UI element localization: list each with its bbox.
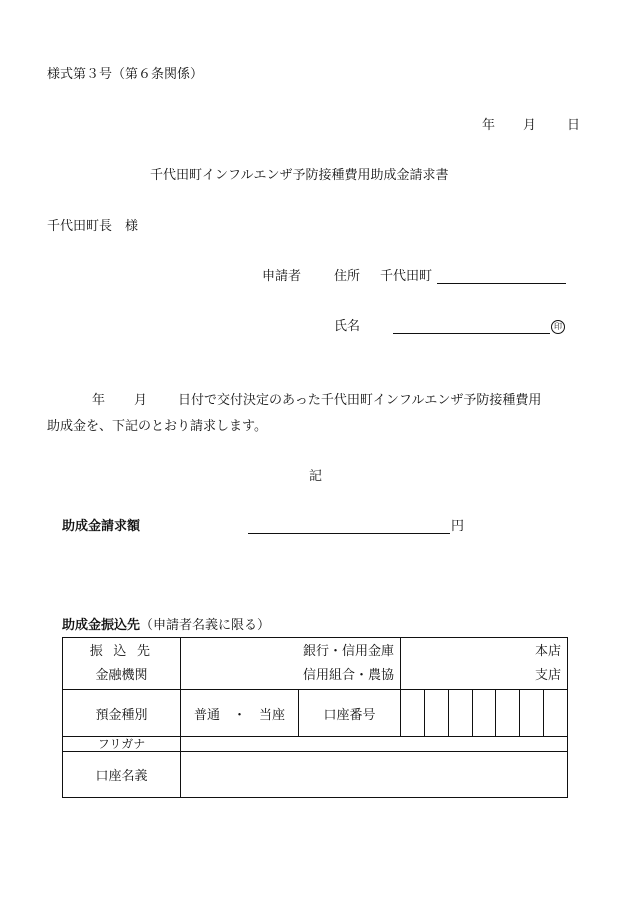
transfer-heading-line xyxy=(62,618,270,634)
seal-icon: 印 xyxy=(551,320,565,334)
amount-underline[interactable] xyxy=(248,533,450,534)
bank-account-table xyxy=(62,637,568,798)
body-year: 年 xyxy=(92,393,106,408)
branch-1: 本店 xyxy=(535,643,562,659)
amount-unit: 円 xyxy=(451,519,465,534)
date-field xyxy=(482,118,580,134)
deposit-type-label: 預金種別 xyxy=(63,690,181,737)
institution-label-1: 振 込 先 xyxy=(89,643,154,659)
institution-label-2: 金融機関 xyxy=(95,667,148,683)
account-digit-box[interactable] xyxy=(401,690,424,736)
body-line-2: 助成金を、下記のとおり請求します。 xyxy=(47,419,267,434)
deposit-type-options[interactable]: 普通 ・ 当座 xyxy=(181,690,299,737)
bank-type-2: 信用組合・農協 xyxy=(303,667,395,683)
body-month: 月 xyxy=(134,393,148,408)
account-number-digits xyxy=(401,690,567,736)
amount-label: 助成金請求額 xyxy=(62,519,141,534)
name-underline[interactable] xyxy=(393,333,550,334)
furigana-field[interactable] xyxy=(181,737,568,752)
account-digit-box[interactable] xyxy=(495,690,519,736)
institution-label-cell xyxy=(63,638,181,690)
account-name-label: 口座名義 xyxy=(63,752,181,798)
furigana-label: フリガナ xyxy=(63,737,181,752)
account-number-cell[interactable] xyxy=(401,690,568,737)
bank-type-1: 銀行・信用金庫 xyxy=(303,643,395,659)
transfer-note: （申請者名義に限る） xyxy=(140,618,271,633)
seal-mark xyxy=(551,319,565,335)
applicant-label: 申請者 xyxy=(262,269,302,284)
account-digit-box[interactable] xyxy=(519,690,543,736)
address-label: 住所 xyxy=(334,269,361,284)
ki-heading: 記 xyxy=(309,469,323,484)
date-day-unit: 日 xyxy=(567,118,581,133)
account-digit-box[interactable] xyxy=(424,690,448,736)
transfer-heading: 助成金振込先 xyxy=(62,618,141,633)
date-month-unit: 月 xyxy=(523,118,537,133)
body-line-1: 日付で交付決定のあった千代田町インフルエンザ予防接種費用 xyxy=(178,393,542,408)
account-digit-box[interactable] xyxy=(543,690,567,736)
branch-2: 支店 xyxy=(535,667,562,683)
account-number-label: 口座番号 xyxy=(299,690,401,737)
address-prefix: 千代田町 xyxy=(380,269,433,284)
document-title: 千代田町インフルエンザ予防接種費用助成金請求書 xyxy=(150,168,449,183)
account-name-field[interactable] xyxy=(181,752,568,798)
account-digit-box[interactable] xyxy=(448,690,472,736)
form-number: 様式第３号（第６条関係） xyxy=(47,67,204,82)
bank-type-cell[interactable] xyxy=(181,638,401,690)
name-label: 氏名 xyxy=(334,319,361,334)
branch-cell[interactable] xyxy=(401,638,568,690)
address-underline[interactable] xyxy=(437,283,566,284)
date-year-unit: 年 xyxy=(482,118,496,133)
addressee: 千代田町長 様 xyxy=(47,219,139,234)
account-digit-box[interactable] xyxy=(472,690,496,736)
